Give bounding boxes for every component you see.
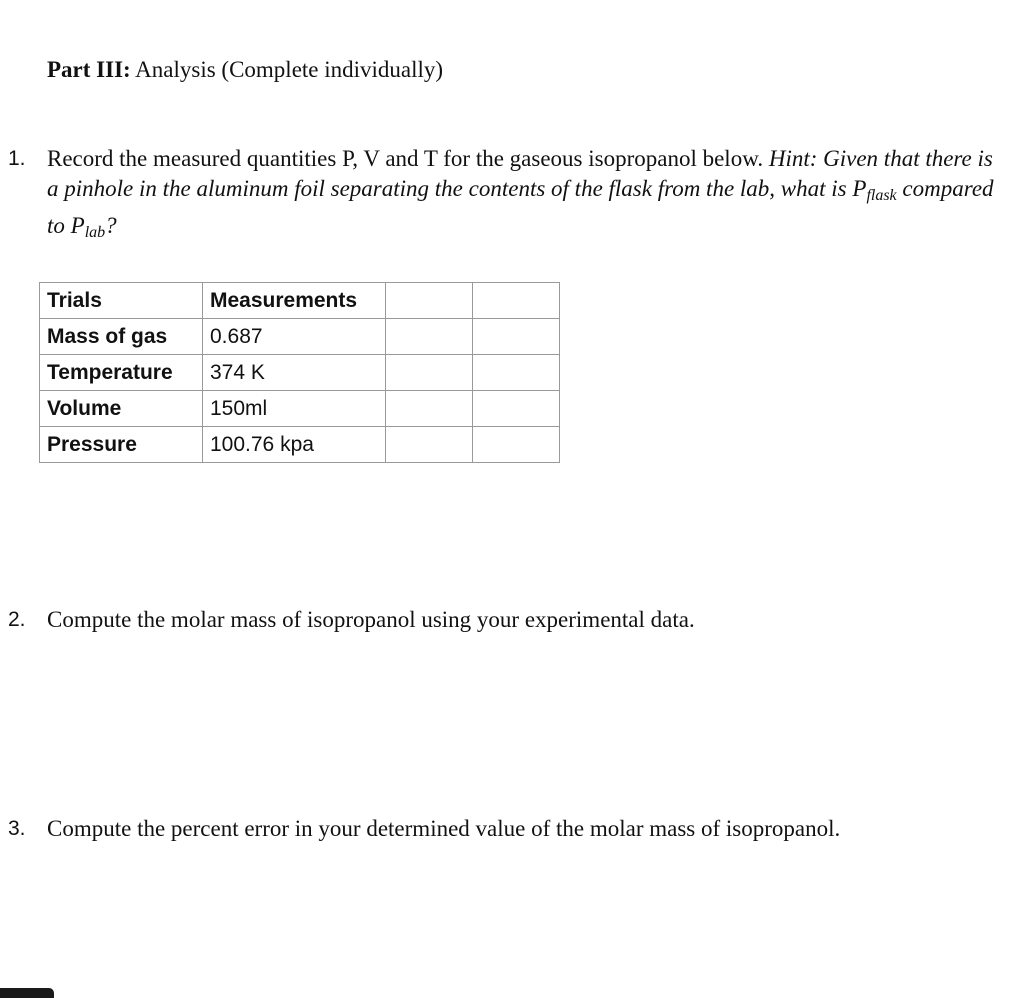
p-lab-subscript: lab [84, 224, 106, 241]
question-2-text: Compute the molar mass of isopropanol using your experimental data. [47, 607, 695, 632]
mass-cell-4[interactable] [473, 319, 560, 355]
question-1-text [47, 144, 1007, 248]
volume-cell-3[interactable] [386, 391, 473, 427]
volume-cell-4[interactable] [473, 391, 560, 427]
section-heading-rest: Analysis (Complete individually) [130, 57, 444, 82]
temperature-cell-3[interactable] [386, 355, 473, 391]
table-row [40, 319, 560, 355]
temperature-cell-4[interactable] [473, 355, 560, 391]
question-1-hint-text: Given that there is a pinhole in the aluminum foil separating the contents of the flask from the lab, what is [47, 146, 993, 201]
row-label-volume: Volume [40, 391, 203, 427]
table-row [40, 427, 560, 463]
mass-value[interactable]: 0.687 [203, 319, 386, 355]
table-row [40, 391, 560, 427]
table-row [40, 355, 560, 391]
question-1-hint-label: Hint: [768, 146, 818, 171]
p-flask-subscript: flask [866, 187, 897, 204]
question-3-number: 3. [8, 817, 26, 840]
question-3-text: Compute the percent error in your determined value of the molar mass of isopropanol. [47, 816, 841, 841]
volume-value[interactable]: 150ml [203, 391, 386, 427]
pressure-cell-4[interactable] [473, 427, 560, 463]
table-header-measurements: Measurements [203, 283, 386, 319]
table-header-cell-3[interactable] [386, 283, 473, 319]
corner-bar [0, 988, 54, 998]
mass-cell-3[interactable] [386, 319, 473, 355]
question-1-prompt: Record the measured quantities P, V and T for the gaseous isopropanol below. [47, 146, 769, 171]
temperature-value[interactable]: 374 K [203, 355, 386, 391]
table-header-cell-4[interactable] [473, 283, 560, 319]
table-header-row [40, 283, 560, 319]
question-1-number: 1. [8, 147, 26, 170]
table-header-trials: Trials [40, 283, 203, 319]
row-label-pressure: Pressure [40, 427, 203, 463]
question-1-compared: compared to [47, 176, 994, 238]
p-flask-symbol: P [852, 176, 867, 201]
row-label-mass: Mass of gas [40, 319, 203, 355]
question-1-end: ? [105, 213, 117, 238]
p-lab-symbol: P [70, 213, 85, 238]
pressure-cell-3[interactable] [386, 427, 473, 463]
question-2-number: 2. [8, 608, 26, 631]
section-heading-bold: Part III: [47, 57, 131, 82]
row-label-temperature: Temperature [40, 355, 203, 391]
measurement-table [39, 282, 560, 463]
section-heading [47, 54, 443, 86]
pressure-value[interactable]: 100.76 kpa [203, 427, 386, 463]
